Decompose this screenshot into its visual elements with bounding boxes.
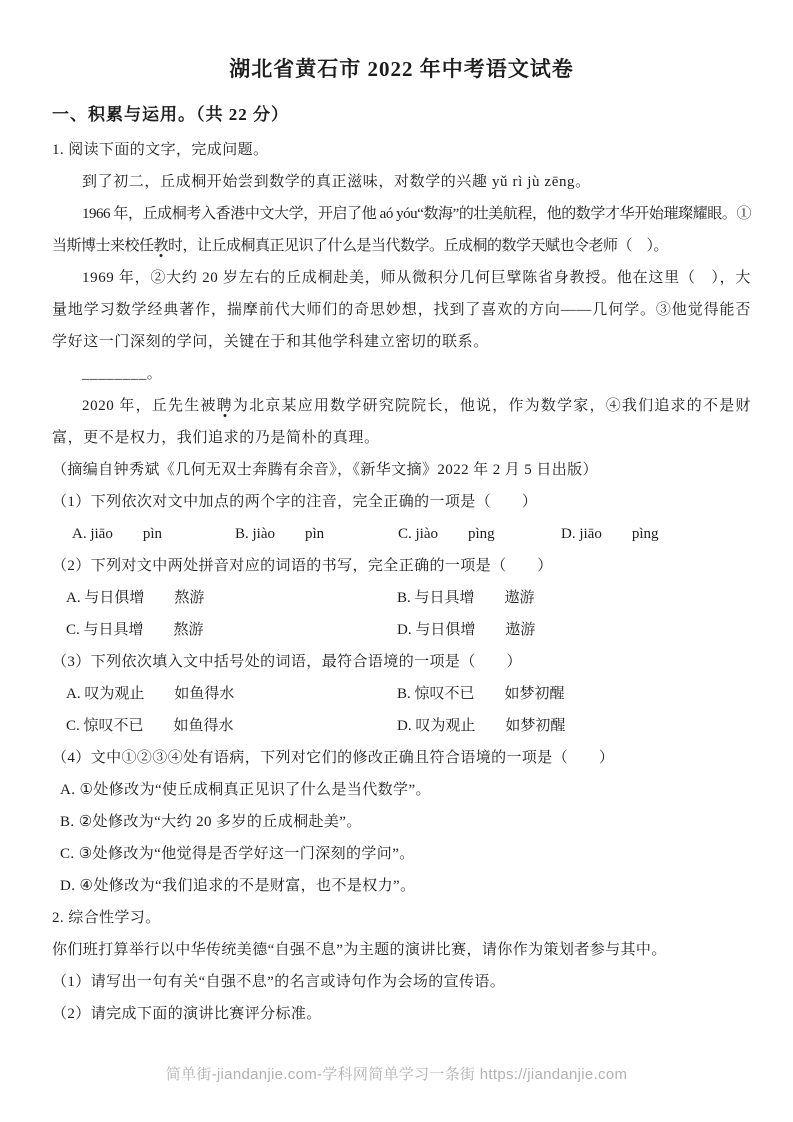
page-title: 湖北省黄石市 2022 年中考语文试卷 — [229, 57, 574, 81]
emphasis-dotted-char: 教 — [153, 238, 169, 254]
options-row-2cd — [52, 614, 751, 646]
passage-source: （摘编自钟秀斌《几何无双士奔腾有余音》，《新华文摘》2022 年 2 月 5 日出版） — [52, 462, 598, 478]
passage-p2-text-before: 1966 年，丘成桐考入香港中文大学，开启了他 aó yóu“数海”的壮美航程，他的数学才华开始璀璨耀眼。①当斯博士来校任 — [52, 206, 751, 254]
options-row-3ab — [52, 678, 751, 710]
question-2-sub-2: （2）请完成下面的演讲比赛评分标准。 — [52, 1006, 322, 1022]
option-4c: C. ③处修改为“他觉得是否学好这一门深刻的学问”。 — [60, 846, 415, 862]
question-2-intro: 你们班打算举行以中华传统美德“自强不息”为主题的演讲比赛，请你作为策划者参与其中。 — [52, 942, 667, 958]
option-2c: C. 与日具增 熬游 — [66, 622, 204, 638]
passage-paragraph-2 — [52, 198, 751, 262]
option-4b: B. ②处修改为“大约 20 多岁的丘成桐赴美”。 — [60, 814, 362, 830]
options-row-pinyin — [52, 518, 751, 550]
option-2b: B. 与日具增 遨游 — [397, 590, 535, 606]
option-1b: B. jiào pìn — [235, 526, 325, 542]
emphasis-dotted-char: 聘 — [216, 398, 233, 414]
passage-p4-text-before: 2020 年，丘先生被 — [82, 398, 217, 414]
question-2-sub-1: （1）请写出一句有关“自强不息”的名言或诗句作为会场的宣传语。 — [52, 974, 506, 990]
option-1c: C. jiào pìng — [398, 526, 495, 542]
question-2-stem: 2. 综合性学习。 — [52, 910, 161, 926]
page-footer: 简单街-jiandanjie.com-学科网简单学习一条街 https://jiandanjie.com — [165, 1066, 628, 1083]
option-2d: D. 与日俱增 遨游 — [397, 622, 536, 638]
passage-p4-text-after: 为北京某应用数学研究院院长，他说，作为数学家，④我们追求的不是财富，更不是权力，我们追求的乃是简朴的真理。 — [52, 398, 752, 446]
sub-question-4-stem: （4）文中①②③④处有语病，下列对它们的修改正确且符合语境的一项是（ ） — [52, 750, 615, 766]
question-1-stem: 1. 阅读下面的文字，完成问题。 — [52, 142, 269, 158]
option-4a: A. ①处修改为“使丘成桐真正见识了什么是当代数学”。 — [60, 782, 431, 798]
option-4d: D. ④处修改为“我们追求的不是财富，也不是权力”。 — [60, 878, 416, 894]
option-3c: C. 惊叹不已 如鱼得水 — [66, 718, 234, 734]
sub-question-1-stem: （1）下列依次对文中加点的两个字的注音，完全正确的一项是（ ） — [52, 494, 538, 510]
option-1d: D. jiāo pìng — [561, 526, 659, 542]
passage-paragraph-4 — [52, 390, 751, 454]
option-3b: B. 惊叹不已 如梦初醒 — [397, 686, 565, 702]
passage-paragraph-3: 1969 年，②大约 20 岁左右的丘成桐赴美，师从微积分几何巨擘陈省身教授。他在这里（ ），大量地学习数学经典著作，揣摩前代大师们的奇思妙想，找到了喜欢的方向——几何学。③他觉得能否学好这一门深刻的学问，关键在于和其他学科建立密切的联系。 — [52, 270, 751, 350]
sub-question-2-stem: （2）下列对文中两处拼音对应的词语的书写，完全正确的一项是（ ） — [52, 558, 553, 574]
passage-p2-text-after: 时，让丘成桐真正见识了什么是当代数学。丘成桐的数学天赋也令老师（ ）。 — [168, 238, 669, 254]
section-heading: 一、积累与运用。（共 22 分） — [52, 105, 289, 124]
options-row-2ab — [52, 582, 751, 614]
sub-question-3-stem: （3）下列依次填入文中括号处的词语，最符合语境的一项是（ ） — [52, 654, 522, 670]
option-1a: A. jiāo pìn — [72, 526, 162, 542]
option-2a: A. 与日俱增 熬游 — [66, 590, 205, 606]
option-3d: D. 叹为观止 如梦初醒 — [397, 718, 566, 734]
options-row-3cd — [52, 710, 751, 742]
passage-blank-line: ________。 — [82, 366, 163, 382]
option-3a: A. 叹为观止 如鱼得水 — [66, 686, 235, 702]
passage-paragraph-1: 到了初二，丘成桐开始尝到数学的真正滋味，对数学的兴趣 yǔ rì jù zēng。 — [82, 174, 591, 190]
